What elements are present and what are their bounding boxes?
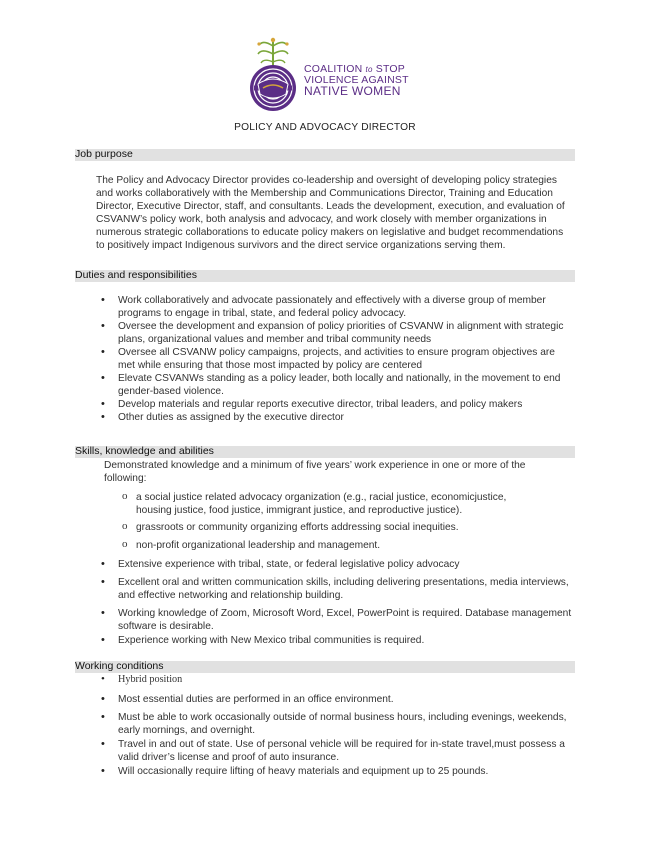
skills-intro: Demonstrated knowledge and a minimum of five years’ work experience in one or more of the following: — [104, 460, 526, 484]
list-item: • Excellent oral and written communication skills, including delivering presentations, media interviews, and effective networking and relationship building. — [100, 576, 572, 602]
duties-list — [100, 294, 572, 424]
logo-word-to: to — [365, 65, 373, 74]
list-item: • Extensive experience with tribal, state, or federal legislative policy advocacy — [100, 558, 572, 571]
sub-list-item: o a social justice related advocacy organization (e.g., racial justice, economicjustice, housing justice, food justice, immigrant justice, and reproductive justice). — [122, 491, 532, 517]
section-header-skills — [75, 446, 575, 458]
list-item: • Hybrid position — [100, 673, 572, 686]
section-header-working-conditions — [75, 661, 575, 673]
section-heading: Working conditions — [75, 660, 164, 672]
list-item: • Must be able to work occasionally outside of normal business hours, including evenings, weekends, early mornings, and overnight. — [100, 711, 572, 737]
list-item: • Other duties as assigned by the executive director — [100, 411, 572, 424]
job-purpose-paragraph: The Policy and Advocacy Director provides co-leadership and oversight of developing policy strategies and works collaboratively with the Membership and Communications Director, Training and Education Director, Executive Director, staff, and consultants. Leads the development, execution, and evaluation of CSVANW’s policy work, both analysis and advocacy, and work closely with member organizations in numerous strategic collaborations to educate policy makers on legislative and budget recommendations to positively impact Indigenous survivors and the direct service organizations serving them. — [96, 175, 565, 251]
logo-word-stop: STOP — [375, 63, 405, 75]
list-item: • Working knowledge of Zoom, Microsoft Word, Excel, PowerPoint is required. Database management software is desirable. — [100, 607, 572, 633]
list-item: • Experience working with New Mexico tribal communities is required. — [100, 634, 572, 647]
sub-list-item: o non-profit organizational leadership and management. — [122, 539, 532, 552]
logo-emblem-icon — [242, 36, 304, 114]
list-item: • Work collaboratively and advocate passionately and effectively with a diverse group of member programs to engage in tribal, state, and federal policy advocacy. — [100, 294, 572, 320]
section-heading: Job purpose — [75, 148, 133, 160]
list-item: • Will occasionally require lifting of heavy materials and equipment up to 25 pounds. — [100, 765, 572, 778]
section-heading: Duties and responsibilities — [75, 269, 197, 281]
list-item: • Oversee all CSVANW policy campaigns, projects, and activities to ensure program objectives are met while ensuring that those most impacted by policy are centered — [100, 346, 572, 372]
logo-wordmark — [304, 64, 409, 97]
sub-list-item: o grassroots or community organizing efforts addressing social inequities. — [122, 521, 532, 534]
logo-line-3: NATIVE WOMEN — [304, 84, 401, 98]
skills-list — [100, 558, 572, 647]
list-item: • Travel in and out of state. Use of personal vehicle will be required for in-state travel,must possess a valid driver’s license and proof of auto insurance. — [100, 738, 572, 764]
document-title: POLICY AND ADVOCACY DIRECTOR — [234, 122, 416, 133]
skills-sublist — [122, 491, 532, 552]
list-item: • Develop materials and regular reports executive director, tribal leaders, and policy makers — [100, 398, 572, 411]
list-item: • Oversee the development and expansion of policy priorities of CSVANW in alignment with strategic plans, organizational values and member and tribal community needs — [100, 320, 572, 346]
section-header-duties — [75, 270, 575, 282]
section-header-job-purpose — [75, 149, 575, 161]
logo-line-2: VIOLENCE AGAINST — [304, 74, 409, 86]
logo-word-coalition: COALITION — [304, 63, 363, 75]
working-conditions-list — [100, 673, 572, 778]
list-item: • Elevate CSVANWs standing as a policy leader, both locally and nationally, in the movement to end gender-based violence. — [100, 372, 572, 398]
organization-logo — [242, 36, 417, 114]
section-heading: Skills, knowledge and abilities — [75, 445, 214, 457]
list-item: • Most essential duties are performed in an office environment. — [100, 693, 572, 706]
